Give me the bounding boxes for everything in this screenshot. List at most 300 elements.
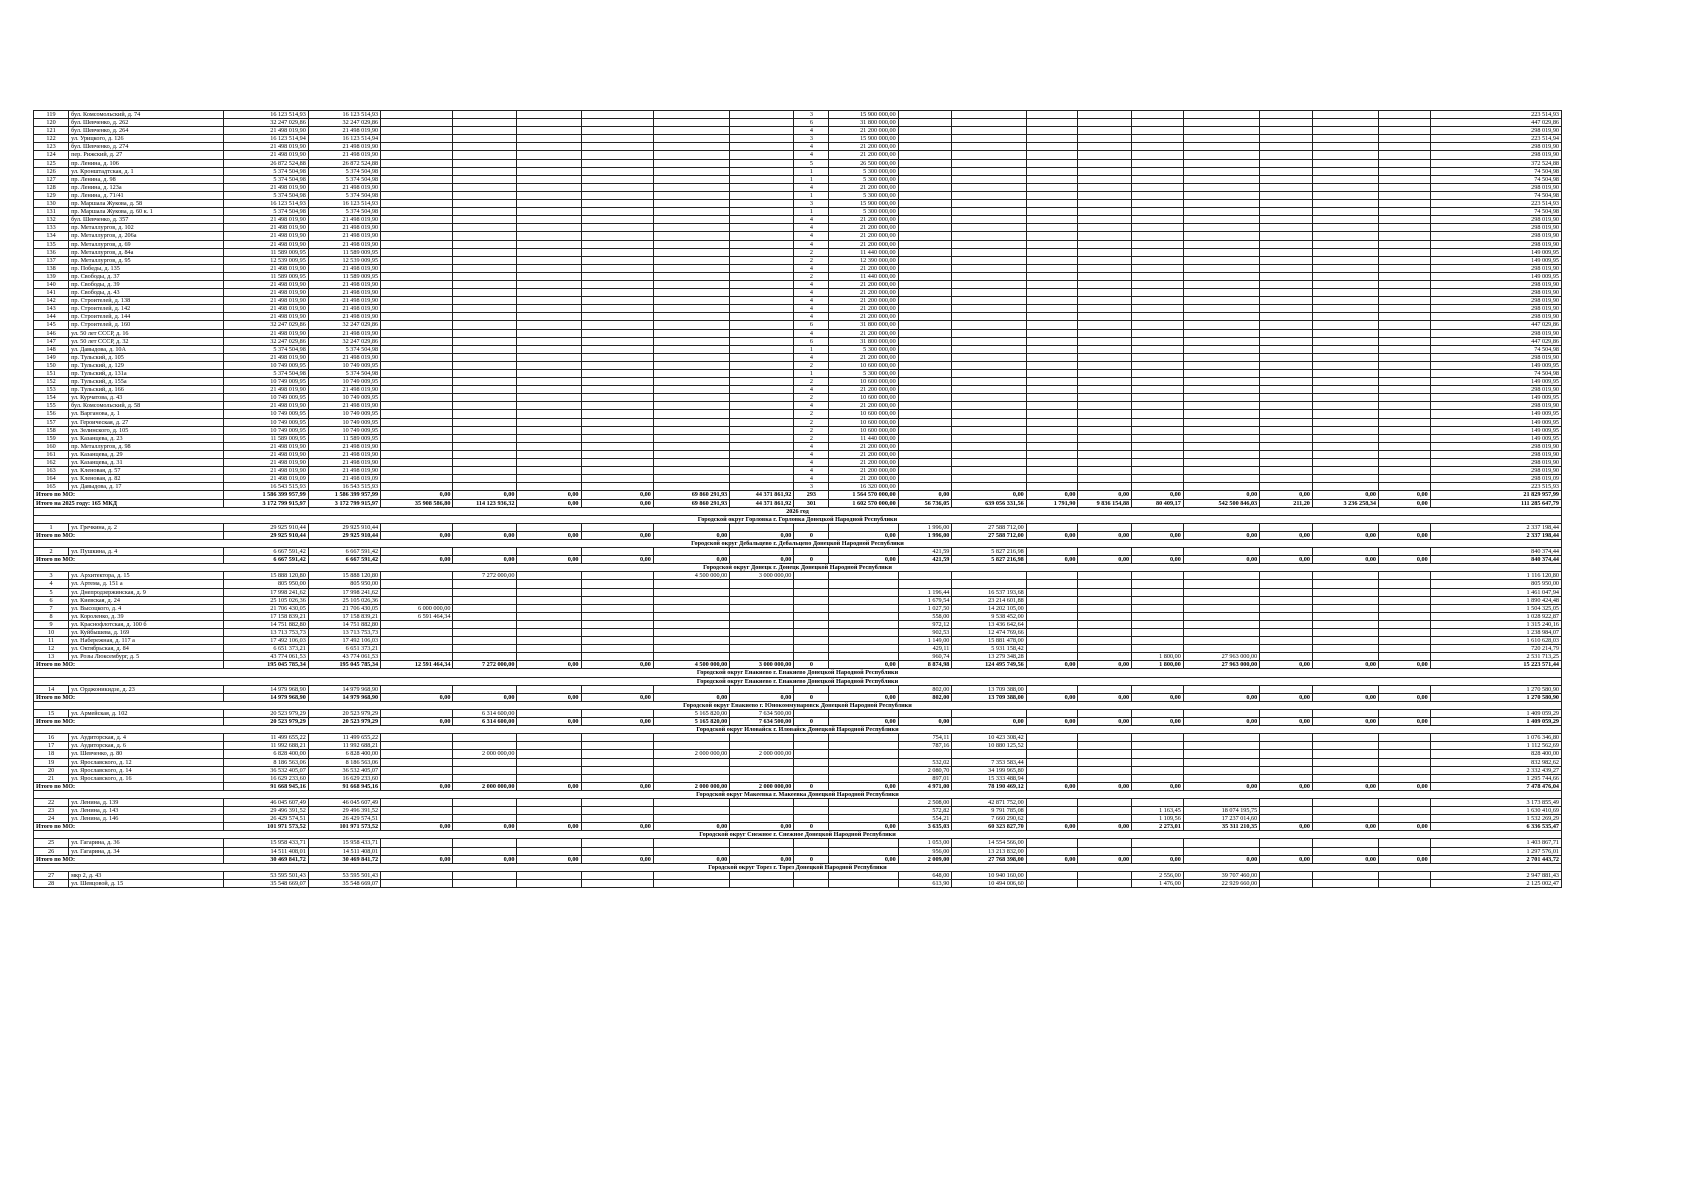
value-cell: 298 019,90	[1430, 297, 1561, 305]
value-cell	[517, 224, 581, 232]
value-cell	[1078, 475, 1132, 483]
total-value-cell: 3 236 258,34	[1312, 499, 1378, 507]
value-cell: 14 511 408,01	[308, 847, 380, 855]
total-value-cell: 0,00	[1026, 556, 1078, 564]
value-cell	[381, 159, 453, 167]
value-cell	[1379, 159, 1431, 167]
address-cell: пр. Ленина, д. 98	[69, 175, 224, 183]
value-cell: 21 498 019,09	[308, 475, 380, 483]
total-value-cell: 2 000 000,00	[653, 782, 729, 790]
value-cell	[730, 256, 794, 264]
value-cell: 149 009,95	[1430, 434, 1561, 442]
value-cell: 21 200 000,00	[829, 280, 898, 288]
total-value-cell: 0,00	[1183, 718, 1259, 726]
value-cell	[381, 645, 453, 653]
value-cell	[1312, 645, 1378, 653]
value-cell	[517, 798, 581, 806]
value-cell	[581, 224, 653, 232]
value-cell	[898, 216, 952, 224]
total-value-cell: 6 336 535,47	[1430, 823, 1561, 831]
value-cell	[1132, 742, 1184, 750]
value-cell: 4	[794, 467, 829, 475]
value-cell: 21 498 019,90	[224, 289, 309, 297]
value-cell	[730, 305, 794, 313]
total-value-cell: 0,00	[1183, 693, 1259, 701]
value-cell	[517, 111, 581, 119]
value-cell: 1 076 346,80	[1430, 734, 1561, 742]
section-header-row	[34, 539, 1562, 547]
value-cell	[581, 200, 653, 208]
value-cell	[517, 847, 581, 855]
value-cell	[1183, 353, 1259, 361]
total-value-cell: 0,00	[381, 531, 453, 539]
total-value-cell: 0,00	[653, 556, 729, 564]
value-cell	[381, 426, 453, 434]
value-cell	[453, 629, 517, 637]
total-value-cell: 2 337 198,44	[1430, 531, 1561, 539]
row-number-cell: 127	[34, 175, 69, 183]
value-cell: 1 270 580,90	[1430, 685, 1561, 693]
value-cell	[1183, 216, 1259, 224]
row-number-cell: 15	[34, 709, 69, 717]
value-cell	[898, 289, 952, 297]
value-cell	[1183, 604, 1259, 612]
value-cell: 5 300 000,00	[829, 370, 898, 378]
value-cell: 20 523 979,29	[308, 709, 380, 717]
value-cell	[829, 629, 898, 637]
value-cell: 21 498 019,90	[224, 450, 309, 458]
value-cell: 17 492 106,03	[308, 637, 380, 645]
value-cell	[829, 580, 898, 588]
value-cell	[1026, 434, 1078, 442]
value-cell	[952, 200, 1026, 208]
value-cell: 16 629 233,60	[224, 774, 309, 782]
value-cell: 787,16	[898, 742, 952, 750]
value-cell	[1183, 410, 1259, 418]
value-cell	[730, 839, 794, 847]
value-cell: 16 629 233,60	[308, 774, 380, 782]
value-cell	[381, 224, 453, 232]
table-row	[34, 758, 1562, 766]
value-cell	[381, 434, 453, 442]
section-header-row	[34, 507, 1562, 515]
value-cell	[581, 280, 653, 288]
value-cell: 3	[794, 200, 829, 208]
value-cell	[1312, 685, 1378, 693]
value-cell	[1078, 272, 1132, 280]
table-row	[34, 629, 1562, 637]
value-cell	[794, 620, 829, 628]
value-cell	[1379, 612, 1431, 620]
table-row	[34, 200, 1562, 208]
value-cell	[794, 750, 829, 758]
value-cell	[517, 620, 581, 628]
value-cell	[517, 280, 581, 288]
value-cell	[1312, 329, 1378, 337]
value-cell	[1260, 459, 1313, 467]
value-cell	[1026, 758, 1078, 766]
total-value-cell: 301	[794, 499, 829, 507]
value-cell: 223 514,93	[1430, 111, 1561, 119]
value-cell	[898, 135, 952, 143]
value-cell: 3	[794, 135, 829, 143]
value-cell	[581, 143, 653, 151]
value-cell	[453, 653, 517, 661]
total-value-cell: 0,00	[730, 823, 794, 831]
value-cell	[453, 807, 517, 815]
value-cell	[1078, 426, 1132, 434]
value-cell: 21 498 019,90	[308, 216, 380, 224]
value-cell	[581, 548, 653, 556]
value-cell	[1132, 750, 1184, 758]
value-cell	[1183, 612, 1259, 620]
total-value-cell: 9 836 154,88	[1078, 499, 1132, 507]
value-cell	[653, 685, 729, 693]
address-cell: пр. Строителей, д. 142	[69, 305, 224, 313]
value-cell	[517, 450, 581, 458]
value-cell	[381, 337, 453, 345]
value-cell: 558,00	[898, 612, 952, 620]
value-cell	[517, 807, 581, 815]
value-cell	[1078, 807, 1132, 815]
value-cell	[898, 709, 952, 717]
value-cell	[653, 604, 729, 612]
value-cell	[653, 256, 729, 264]
value-cell: 12 390 000,00	[829, 256, 898, 264]
value-cell	[1312, 410, 1378, 418]
value-cell	[1078, 111, 1132, 119]
table-row	[34, 378, 1562, 386]
value-cell	[1312, 280, 1378, 288]
value-cell	[1183, 191, 1259, 199]
value-cell	[1379, 442, 1431, 450]
value-cell	[381, 815, 453, 823]
row-number-cell: 16	[34, 734, 69, 742]
value-cell	[653, 742, 729, 750]
total-value-cell: 0,00	[1026, 718, 1078, 726]
total-value-cell: 0,00	[1260, 491, 1313, 499]
value-cell	[653, 620, 729, 628]
value-cell	[898, 378, 952, 386]
value-cell	[829, 774, 898, 782]
value-cell	[1132, 475, 1184, 483]
table-row	[34, 645, 1562, 653]
value-cell	[1183, 224, 1259, 232]
value-cell	[381, 766, 453, 774]
value-cell	[1026, 645, 1078, 653]
value-cell	[952, 119, 1026, 127]
section-header-cell: Городской округ Енакиево г. Енакиево Донецкой Народной Республики	[34, 669, 1562, 677]
value-cell: 8 186 563,06	[224, 758, 309, 766]
value-cell: 754,11	[898, 734, 952, 742]
total-value-cell: 91 668 945,16	[308, 782, 380, 790]
value-cell	[1078, 370, 1132, 378]
value-cell	[1379, 604, 1431, 612]
value-cell: 5 374 504,98	[308, 370, 380, 378]
address-cell: ул. Аудиторская, д. 6	[69, 742, 224, 750]
value-cell: 11 589 009,95	[308, 434, 380, 442]
value-cell	[1183, 847, 1259, 855]
value-cell: 805 950,00	[1430, 580, 1561, 588]
row-number-cell: 148	[34, 345, 69, 353]
value-cell	[794, 580, 829, 588]
value-cell	[1260, 774, 1313, 782]
value-cell	[1260, 483, 1313, 491]
total-value-cell: 3 000 000,00	[730, 661, 794, 669]
value-cell	[581, 483, 653, 491]
value-cell	[517, 523, 581, 531]
value-cell	[1078, 604, 1132, 612]
value-cell	[1183, 167, 1259, 175]
value-cell	[517, 467, 581, 475]
value-cell	[794, 645, 829, 653]
value-cell	[653, 523, 729, 531]
value-cell	[952, 434, 1026, 442]
value-cell: 14 751 882,80	[308, 620, 380, 628]
value-cell	[1026, 685, 1078, 693]
value-cell	[653, 191, 729, 199]
value-cell	[581, 612, 653, 620]
total-value-cell: 1 800,00	[1132, 661, 1184, 669]
total-value-cell: 0	[794, 855, 829, 863]
value-cell: 149 009,95	[1430, 418, 1561, 426]
value-cell	[653, 127, 729, 135]
row-number-cell: 139	[34, 272, 69, 280]
value-cell: 21 498 019,09	[224, 475, 309, 483]
value-cell: 298 019,90	[1430, 459, 1561, 467]
value-cell	[1183, 361, 1259, 369]
value-cell	[1132, 734, 1184, 742]
value-cell	[453, 135, 517, 143]
value-cell: 956,00	[898, 847, 952, 855]
value-cell	[1026, 450, 1078, 458]
table-row	[34, 175, 1562, 183]
value-cell: 805 950,00	[224, 580, 309, 588]
value-cell	[829, 839, 898, 847]
value-cell	[381, 572, 453, 580]
value-cell	[952, 370, 1026, 378]
value-cell	[952, 280, 1026, 288]
value-cell	[1379, 653, 1431, 661]
value-cell	[453, 313, 517, 321]
value-cell	[1078, 143, 1132, 151]
value-cell	[1260, 248, 1313, 256]
value-cell	[1379, 483, 1431, 491]
table-row	[34, 321, 1562, 329]
address-cell: бул. Шевченко, д. 274	[69, 143, 224, 151]
value-cell: 21 498 019,90	[308, 442, 380, 450]
value-cell: 10 749 009,95	[308, 394, 380, 402]
value-cell	[898, 191, 952, 199]
value-cell	[1183, 637, 1259, 645]
value-cell: 21 498 019,90	[224, 467, 309, 475]
table-row	[34, 766, 1562, 774]
total-value-cell: 0,00	[581, 855, 653, 863]
total-value-cell: 0,00	[829, 782, 898, 790]
value-cell	[952, 750, 1026, 758]
total-value-cell: 30 469 841,72	[224, 855, 309, 863]
value-cell: 5	[794, 159, 829, 167]
value-cell	[381, 321, 453, 329]
value-cell	[1260, 426, 1313, 434]
value-cell: 21 498 019,90	[308, 151, 380, 159]
value-cell: 4	[794, 442, 829, 450]
address-cell: бул. Шевченко, д. 264	[69, 127, 224, 135]
value-cell	[1312, 742, 1378, 750]
value-cell	[581, 353, 653, 361]
value-cell	[730, 353, 794, 361]
value-cell	[952, 450, 1026, 458]
value-cell	[1132, 183, 1184, 191]
value-cell: 21 498 019,90	[308, 297, 380, 305]
value-cell	[1379, 345, 1431, 353]
value-cell	[1260, 847, 1313, 855]
total-value-cell: 69 860 291,93	[653, 499, 729, 507]
address-cell: ул. Шевченко, д. 80	[69, 750, 224, 758]
value-cell	[898, 119, 952, 127]
value-cell	[730, 637, 794, 645]
value-cell: 2	[794, 394, 829, 402]
value-cell	[898, 370, 952, 378]
value-cell	[730, 175, 794, 183]
value-cell	[1078, 758, 1132, 766]
value-cell	[381, 839, 453, 847]
value-cell	[1312, 580, 1378, 588]
row-number-cell: 19	[34, 758, 69, 766]
value-cell: 2 125 002,47	[1430, 879, 1561, 887]
total-value-cell: 0,00	[1183, 782, 1259, 790]
value-cell: 4	[794, 402, 829, 410]
address-cell: пр. Металлургов, д. 69	[69, 240, 224, 248]
value-cell	[1379, 879, 1431, 887]
value-cell	[1026, 143, 1078, 151]
table-row	[34, 596, 1562, 604]
total-value-cell: 0,00	[1026, 531, 1078, 539]
value-cell	[381, 378, 453, 386]
table-row	[34, 620, 1562, 628]
value-cell	[1260, 807, 1313, 815]
value-cell	[1132, 127, 1184, 135]
value-cell	[898, 272, 952, 280]
value-cell	[581, 572, 653, 580]
address-cell: пер. Рижский, д. 27	[69, 151, 224, 159]
row-number-cell: 132	[34, 216, 69, 224]
address-cell: ул. Аудиторская, д. 4	[69, 734, 224, 742]
value-cell: 39 707 460,00	[1183, 871, 1259, 879]
value-cell	[1183, 394, 1259, 402]
value-cell: 10 749 009,95	[308, 361, 380, 369]
value-cell: 2 556,00	[1132, 871, 1184, 879]
value-cell	[1132, 572, 1184, 580]
value-cell	[381, 151, 453, 159]
value-cell	[730, 111, 794, 119]
value-cell: 21 498 019,90	[224, 232, 309, 240]
value-cell	[653, 637, 729, 645]
value-cell	[653, 297, 729, 305]
row-number-cell: 138	[34, 264, 69, 272]
value-cell	[730, 264, 794, 272]
total-value-cell: 7 478 476,04	[1430, 782, 1561, 790]
value-cell	[581, 272, 653, 280]
value-cell	[1026, 548, 1078, 556]
value-cell: 897,01	[898, 774, 952, 782]
value-cell	[1260, 629, 1313, 637]
value-cell: 149 009,95	[1430, 378, 1561, 386]
table-row	[34, 232, 1562, 240]
total-value-cell: 0,00	[453, 491, 517, 499]
value-cell	[1078, 629, 1132, 637]
value-cell	[517, 248, 581, 256]
value-cell	[952, 386, 1026, 394]
value-cell	[1379, 208, 1431, 216]
total-value-cell: 0,00	[1260, 531, 1313, 539]
total-value-cell: 69 860 291,93	[653, 491, 729, 499]
value-cell	[952, 297, 1026, 305]
value-cell	[1026, 280, 1078, 288]
value-cell	[898, 159, 952, 167]
value-cell	[581, 216, 653, 224]
value-cell: 35 548 669,07	[308, 879, 380, 887]
value-cell	[1379, 709, 1431, 717]
total-value-cell: 0,00	[1026, 661, 1078, 669]
value-cell	[1026, 572, 1078, 580]
address-cell: ул. Казанцева, д. 29	[69, 450, 224, 458]
value-cell	[517, 645, 581, 653]
value-cell	[381, 248, 453, 256]
value-cell	[1026, 256, 1078, 264]
value-cell: 21 498 019,90	[224, 442, 309, 450]
value-cell: 2	[794, 256, 829, 264]
row-number-cell: 6	[34, 596, 69, 604]
value-cell	[1132, 483, 1184, 491]
value-cell: 29 496 391,52	[224, 807, 309, 815]
value-cell: 1 238 984,07	[1430, 629, 1561, 637]
value-cell	[453, 685, 517, 693]
value-cell	[653, 450, 729, 458]
table-row	[34, 580, 1562, 588]
value-cell	[898, 200, 952, 208]
value-cell: 6 651 373,21	[224, 645, 309, 653]
value-cell	[1026, 402, 1078, 410]
value-cell	[1260, 272, 1313, 280]
value-cell: 10 749 009,95	[224, 410, 309, 418]
total-value-cell: 0,00	[381, 823, 453, 831]
address-cell: ул. Киевская, д. 24	[69, 596, 224, 604]
value-cell	[381, 111, 453, 119]
value-cell	[381, 200, 453, 208]
total-value-cell: 3 172 799 915,97	[224, 499, 309, 507]
value-cell	[453, 612, 517, 620]
value-cell	[1132, 580, 1184, 588]
value-cell	[730, 248, 794, 256]
value-cell	[1312, 370, 1378, 378]
value-cell: 1	[794, 345, 829, 353]
total-value-cell: 0	[794, 718, 829, 726]
value-cell	[1026, 386, 1078, 394]
value-cell	[829, 548, 898, 556]
value-cell	[517, 394, 581, 402]
value-cell: 21 706 430,05	[308, 604, 380, 612]
value-cell	[453, 483, 517, 491]
value-cell	[1260, 370, 1313, 378]
value-cell	[381, 410, 453, 418]
value-cell: 447 029,86	[1430, 337, 1561, 345]
value-cell	[1183, 580, 1259, 588]
value-cell	[381, 709, 453, 717]
total-value-cell: 6 667 591,42	[308, 556, 380, 564]
address-cell: пр. Тульский, д. 155а	[69, 378, 224, 386]
value-cell	[952, 159, 1026, 167]
